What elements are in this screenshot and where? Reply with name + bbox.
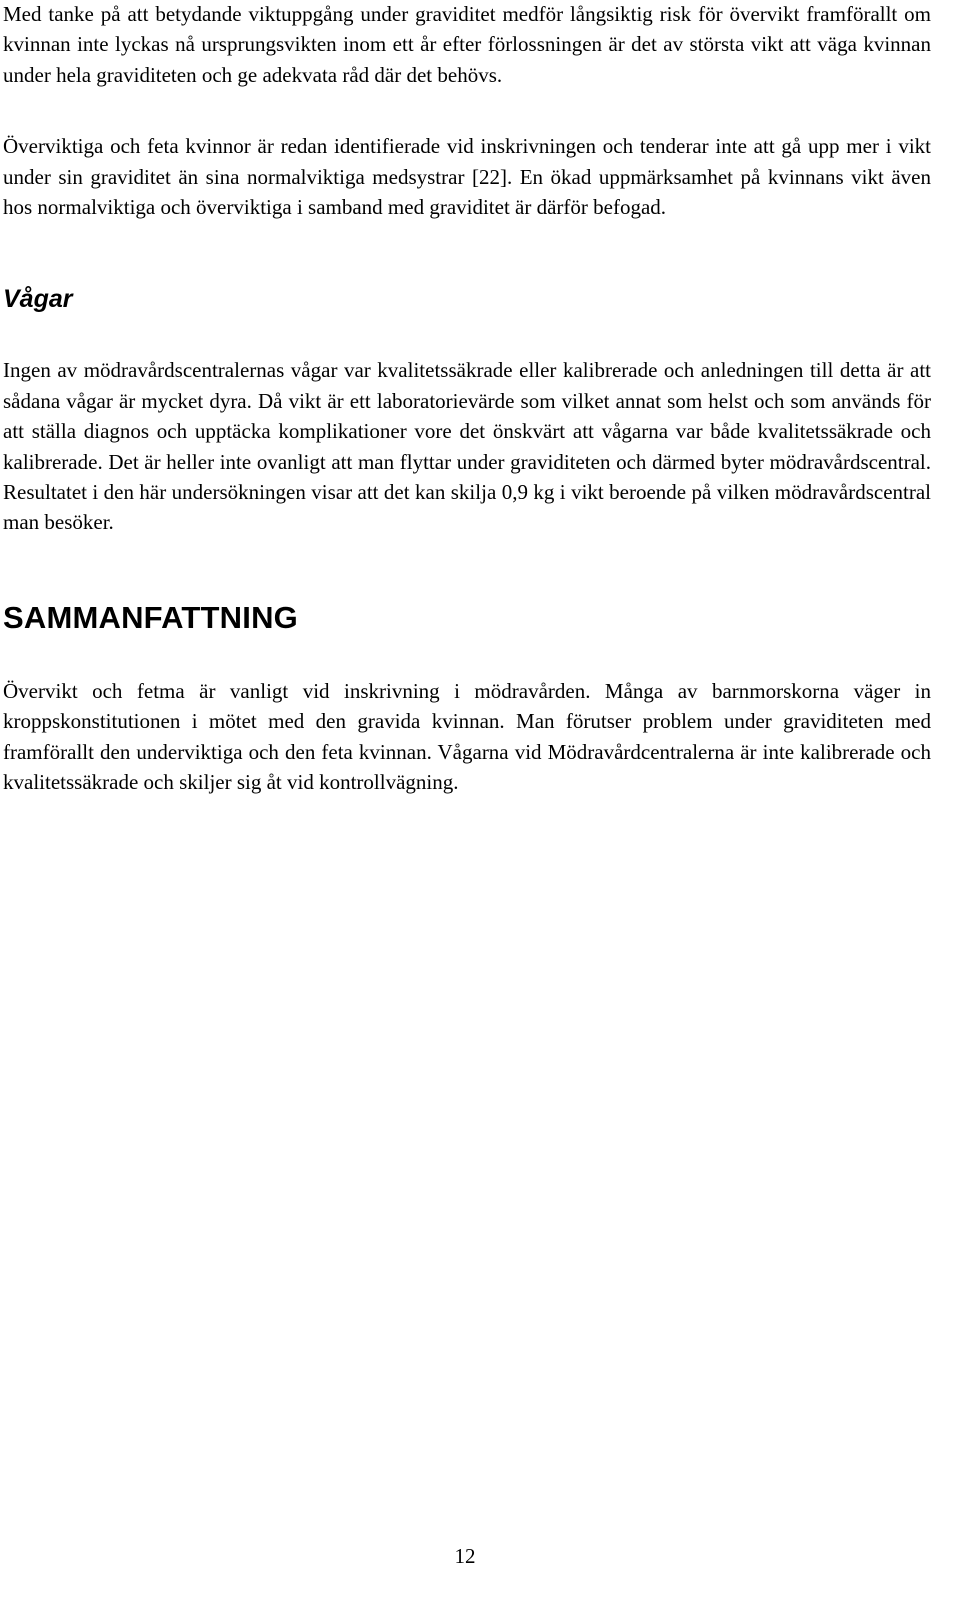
paragraph-weight-gain-risk: Med tanke på att betydande viktuppgång under graviditet medför långsiktig risk för övervikt framförallt om kvinnan inte lyckas nå ursprungsvikten inom ett år efter förlossningen är det av största vikt att väga kvinnan under hela graviditeten och ge adekvata råd där det behövs. — [3, 2, 931, 87]
section-heading-sammanfattning: SAMMANFATTNING — [3, 599, 298, 635]
paragraph-overweight-women: Överviktiga och feta kvinnor är redan identifierade vid inskrivningen och tenderar inte att gå upp mer i vikt under sin graviditet än sina normalviktiga medsystrar [22]. En ökad uppmärksamhet på kvinnans vikt även hos normalviktiga och överviktiga i samband med graviditet är därför befogad. — [3, 134, 931, 220]
paragraph-vagar: Ingen av mödravårdscentralernas vågar var kvalitetssäkrade eller kalibrerade och anledningen till detta är att sådana vågar är mycket dyra. Då vikt är ett laboratorievärde som vilket annat som helst och som används för att ställa diagnos och upptäcka komplikationer vore det önskvärt att vågarna var både kvalitetssäkrade och kalibrerade. Det är heller inte ovanligt att man flyttar under graviditeten och därmed byter mödravårdscentral. Resultatet i den här undersökningen visar att det kan skilja 0,9 kg i vikt beroende på vilken mödravårdscentral man besöker. — [3, 358, 931, 535]
section-heading-vagar: Vågar — [3, 285, 73, 314]
document-page — [3, 0, 931, 798]
paragraph-sammanfattning: Övervikt och fetma är vanligt vid inskrivning i mödravården. Många av barnmorskorna väger in kroppskonstitutionen i mötet med den gravida kvinnan. Man förutser problem under graviditeten med framförallt den underviktiga och den feta kvinnan. Vågarna vid Mödravårdcentralerna är inte kalibrerade och kvalitetssäkrade och skiljer sig åt vid kontrollvägning. — [3, 678, 931, 795]
page-number: 12 — [454, 1544, 476, 1568]
